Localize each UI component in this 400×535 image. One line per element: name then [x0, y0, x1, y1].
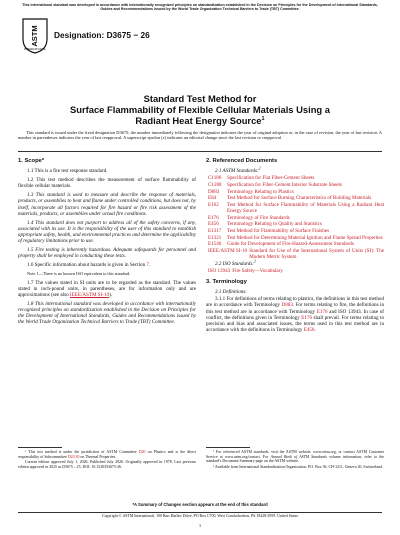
copyright-line: Copyright © ASTM International, 100 Barr Harbor Drive, PO Box C700, West Conshohocken, PA 19428-2959. United States: [18, 512, 382, 518]
footnote-divider-left: [18, 447, 62, 448]
astm-standards-heading: 2.1 ASTM Standards:$^2$: [215, 166, 261, 175]
astm-title[interactable]: Standard for Use of the International System of Units (SI): The Modern Metric System: [249, 248, 384, 261]
astm-code[interactable]: E456: [208, 221, 219, 228]
svg-text:INTERNATIONAL: INTERNATIONAL: [23, 47, 47, 51]
iso-standards-list: [206, 268, 384, 274]
astm-code[interactable]: E1321: [208, 234, 222, 241]
section-7-link[interactable]: 7: [146, 262, 149, 269]
para-1-1: 1.1 This is a fire test response standard.: [27, 168, 108, 175]
astm-entry[interactable]: [206, 221, 384, 227]
e176-link[interactable]: E176: [316, 308, 328, 315]
note-1: Note 1—There is no known ISO equivalent to this standard.: [27, 271, 131, 277]
astm-title[interactable]: Specification for Fiber-Cement Interior Substrate Sheets: [227, 181, 342, 188]
terminology-heading: 3. Terminology: [206, 279, 247, 286]
e176-link-2[interactable]: E176: [301, 314, 313, 321]
astm-entry[interactable]: [206, 228, 384, 234]
astm-title[interactable]: Test Method for Surface Burning Characteristics of Building Materials: [227, 195, 372, 202]
right-column: [206, 155, 384, 336]
document-title: [30, 93, 370, 126]
astm-logo: [20, 17, 50, 55]
para-1-3: 1.3 This standard is used to measure and describe the response of materials, products, or assemblies to heat and flame under controlled conditions, but does not, by itself, incorporate all factors required for fire hazard or fire risk assessment of the materials, products, or assemblies under actual fire conditions.: [18, 192, 196, 217]
astm-entry[interactable]: [206, 175, 384, 181]
para-1-4: 1.4 This standard does not purport to address all of the safety concerns, if any, associated with its use. It is the responsibility of the user of this standard to establish appropriate safety, health, and environmental practices and determine the applicability of regulatory limitations prior to use.: [18, 219, 197, 245]
astm-title[interactable]: Terminology Relating to Plastics: [227, 188, 294, 195]
astm-entry[interactable]: [206, 235, 384, 241]
designation-number: D3675 − 26: [106, 30, 150, 40]
d883-link[interactable]: D883: [281, 302, 293, 309]
astm-title[interactable]: Terminology Relating to Quality and Statistics: [227, 221, 322, 228]
para-1-8: 1.8 This international standard was developed in accordance with internationally recognized principles on standardization established in the Decision on Principles for the Development of International Standards, Guides and Recommendations issued by the World Trade Organization Technical Barriers to Trade (TBT) Committee.: [18, 300, 196, 326]
title-line-2: Surface Flammability of Flexible Cellular Materials Using a: [70, 104, 330, 115]
page-number: 1: [198, 523, 202, 528]
astm-title[interactable]: Guide for Development of Fire-Hazard-Assessment Standards: [227, 241, 354, 248]
footnotes-left: [18, 450, 196, 471]
designation-label: Designation:: [54, 30, 105, 40]
header-divider: [18, 151, 382, 152]
astm-code[interactable]: C1186: [208, 175, 222, 182]
left-column: [18, 155, 196, 328]
astm-title[interactable]: Terminology of Fire Standards: [227, 214, 290, 221]
para-1-5: 1.5 Fire testing is inherently hazardous. Adequate safeguards for personnel and property shall be employed in conducting these tests.: [18, 247, 196, 260]
summary-of-changes-note: *A Summary of Changes section appears at the end of this standard: [132, 502, 268, 507]
definitions-heading: 3.1 Definitions:: [215, 289, 247, 296]
astm-entry[interactable]: [206, 202, 384, 214]
international-standard-notice: This international standard was developed in accordance with internationally recognized principles on standardization established in the Decision on Principles for the Development of International Standards, Guides and Recommendations issued by the World Trade Organization Technical Barriers to Trade (TBT) Committee.: [22, 3, 378, 12]
title-line-3: Radiant Heat Energy Source: [135, 115, 262, 126]
footnote-1-edition: Current edition approved July 1, 2026. Published July 2026. Originally approved in 1978. Last previous edition approved in 2025 as D3675 – 25. DOI: 10.1520/D3675-26.: [18, 460, 196, 470]
iso-standards-heading: 2.2 ISO Standards:$^3$: [215, 259, 256, 267]
astm-title[interactable]: Specification for Flat Fiber-Cement Sheets: [227, 175, 315, 182]
para-3-1-1: 3.1.1 For definitions of terms relating to plastics, the definitions in this test method are in accordance with Terminology D883. For terms relating to fire, the definitions in this test method are in accordance with Terminology E176 and ISO 13943. In case of conflict, the definitions given in Terminology E176 shall prevail. For terms relating to precision and bias and associated issues, the terms used in this test method are in accordance with the definitions in Terminology E456.: [206, 296, 385, 333]
footnote-divider-right: [206, 447, 250, 448]
svg-text:ASTM: ASTM: [30, 25, 39, 47]
footnote-2: ² For referenced ASTM standards, visit the ASTM website, www.astm.org, or contact ASTM Customer Service at www.astm.org/contact. For Annual Book of ASTM Standards volume information, refer to the standard's Document Summary page on the ASTM website.: [206, 450, 384, 464]
para-1-7: 1.7 The values stated in SI units are to be regarded as the standard. The values stated in inch-pound units, in parentheses, are for information only and are approximations (see also IEEE/ASTM SI-10).: [18, 279, 196, 298]
astm-code[interactable]: C1288: [208, 181, 222, 188]
d20-30-link[interactable]: D20.30: [67, 454, 80, 459]
astm-entry[interactable]: [206, 182, 384, 188]
footnote-3: ³ Available from International Standardization Organization, P.O. Box 56, CH-1211, Geneva 20, Switzerland.: [213, 465, 383, 470]
astm-code[interactable]: E162: [208, 201, 219, 208]
d20-link[interactable]: D20: [138, 450, 146, 454]
para-1-6: 1.6 Specific information about hazards is given in Section 7.: [27, 262, 151, 269]
astm-code[interactable]: E176: [208, 214, 219, 221]
astm-code[interactable]: E1546: [208, 241, 222, 248]
iso-entry[interactable]: [206, 268, 384, 274]
astm-standards-list: [206, 175, 384, 260]
footnotes-right: [206, 450, 384, 471]
astm-title[interactable]: Test Method for Surface Flammability of Materials Using a Radiant Heat Energy Source: [227, 201, 384, 215]
para-1-2: 1.2 This test method describes the measurement of surface flammability of flexible cellular materials.: [18, 177, 196, 190]
astm-code[interactable]: E1317: [208, 228, 222, 235]
astm-entry[interactable]: [206, 195, 384, 201]
title-line-1: Standard Test Method for: [143, 93, 257, 104]
e456-link[interactable]: E456: [303, 326, 315, 333]
astm-code[interactable]: E84: [208, 195, 217, 202]
astm-entry[interactable]: [206, 241, 384, 247]
astm-code[interactable]: IEEE/ASTM SI-10: [208, 248, 248, 255]
scope-heading: 1. Scope*: [18, 158, 45, 164]
astm-title[interactable]: Test Method for Flammability of Surface Finishes: [227, 228, 330, 235]
astm-title[interactable]: Test Method for Determining Material Ignition and Flame Spread Properties: [227, 234, 383, 241]
astm-entry[interactable]: [206, 215, 384, 221]
designation: [54, 30, 150, 40]
title-footnote-ref[interactable]: 1: [261, 115, 265, 122]
iso-title[interactable]: Fire Safety—Vocabulary: [232, 268, 283, 275]
referenced-documents-heading: 2. Referenced Documents: [206, 158, 278, 164]
astm-entry[interactable]: [206, 248, 384, 260]
astm-entry[interactable]: [206, 189, 384, 195]
standard-issue-notice: This standard is issued under the fixed designation D3675; the number immediately following the designation indicates the year of original adoption or, in the case of revision, the year of last revision. A number in parentheses indicates the year of last reapproval. A superscript epsilon (ε) indicates an editorial change since the last revision or reapproval.: [18, 130, 382, 141]
astm-code[interactable]: D883: [208, 188, 220, 195]
footnote-1: ¹ This test method is under the jurisdiction of ASTM Committee D20 on Plastics and is the direct responsibility of Subcommittee D20.30 on Thermal Properties.: [18, 450, 197, 459]
iso-code[interactable]: ISO 13943: [208, 268, 231, 275]
ieee-si10-link[interactable]: IEEE/ASTM SI-10: [69, 291, 110, 298]
